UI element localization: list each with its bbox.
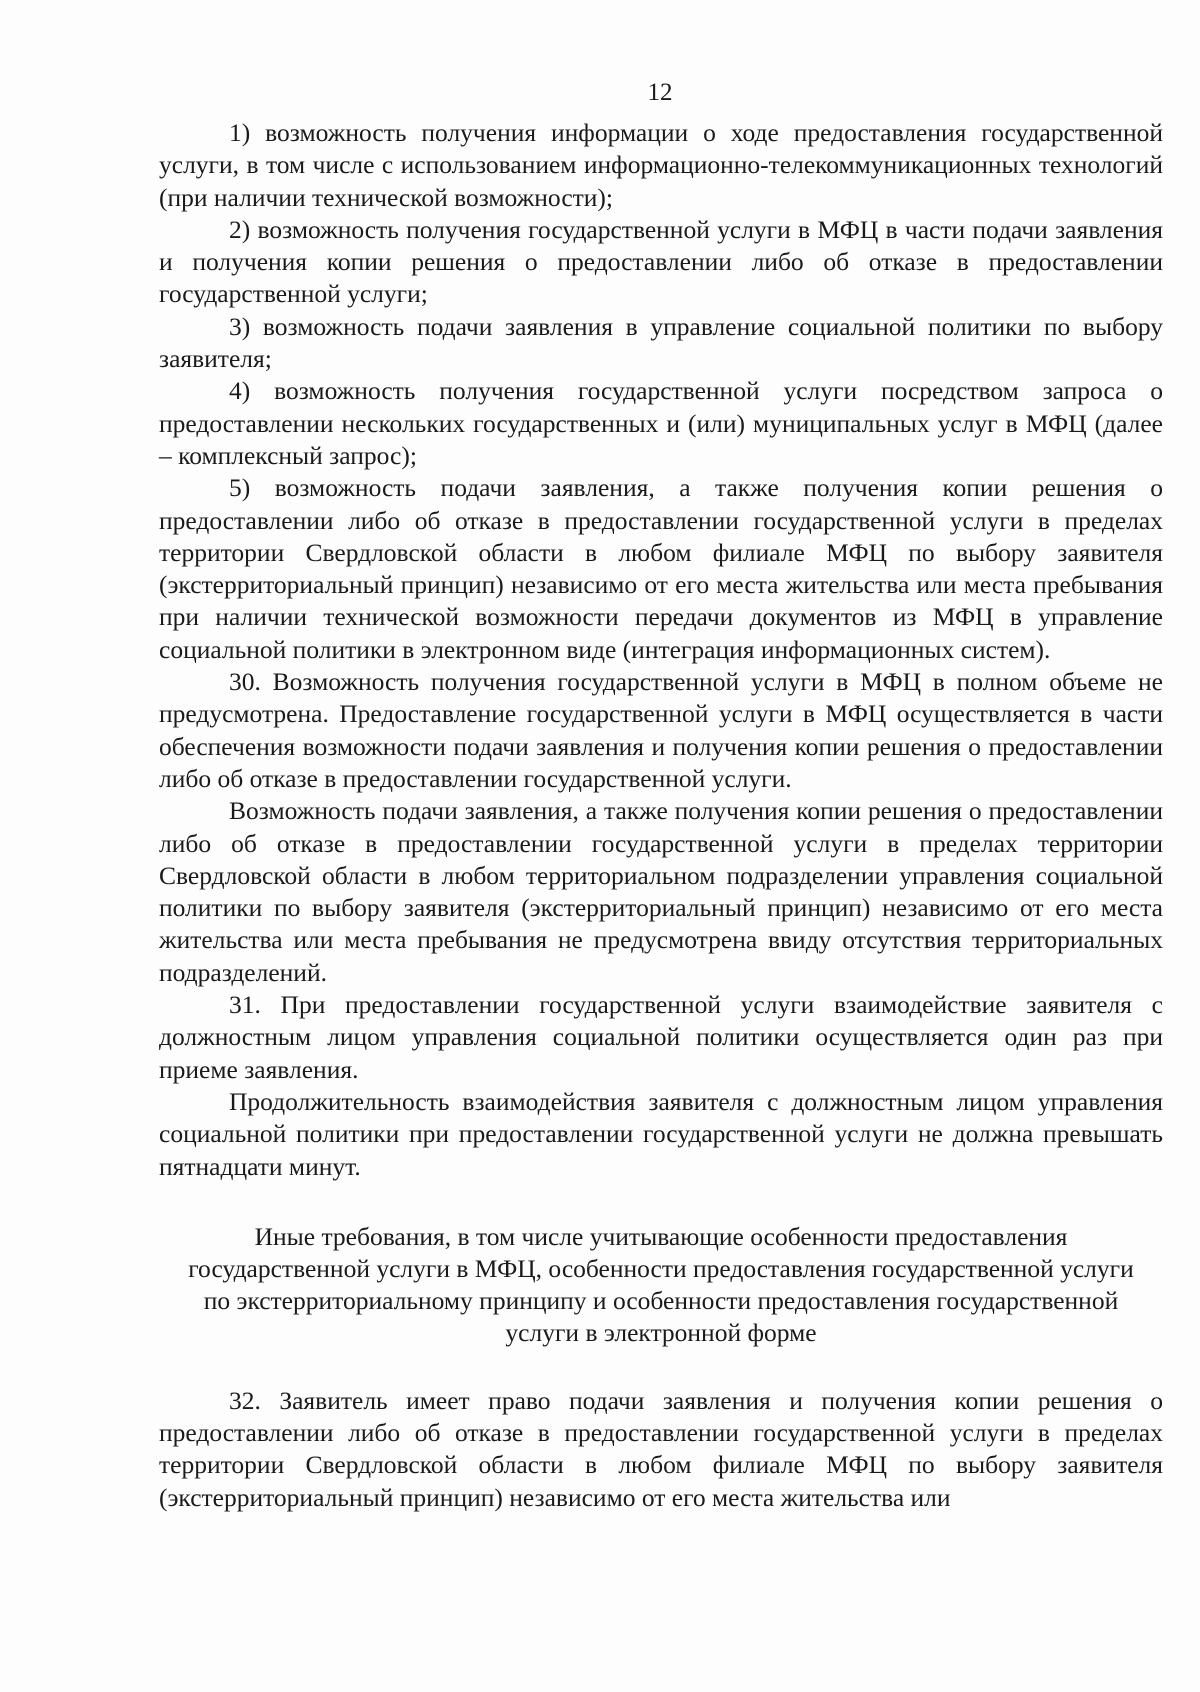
clause-30: 30. Возможность получения государственной услуги в МФЦ в полном объеме не предусмотрена. Предоставление государственной услуги в МФЦ осуществляется в части обеспечения возможности подачи заявления и получения копии решения о предоставлении либо об отказе в предоставлении государственной услуги. <box>159 667 1163 793</box>
document-body <box>159 117 1163 1514</box>
list-item-4: 4) возможность получения государственной услуги посредством запроса о предоставлении нескольких государственных и (или) муниципальных услуг в МФЦ (далее – комплексный запрос); <box>159 376 1163 470</box>
list-item-3: 3) возможность подачи заявления в управление социальной политики по выбору заявителя; <box>159 311 1163 374</box>
clause-30-continuation: Возможность подачи заявления, а также получения копии решения о предоставлении либо об отказе в предоставлении государственной услуги в пределах территории Свердловской области в любом территориальном подразделении управления социальной политики по выбору заявителя (экстерриториальный принцип) независимо от его места жительства или места пребывания не предусмотрена ввиду отсутствия территориальных подразделений. <box>159 796 1163 987</box>
page-number: 12 <box>647 79 673 106</box>
clause-31-continuation: Продолжительность взаимодействия заявителя с должностным лицом управления социальной политики при предоставлении государственной услуги не должна превышать пятнадцати минут. <box>159 1086 1163 1181</box>
list-item-2: 2) возможность получения государственной услуги в МФЦ в части подачи заявления и получения копии решения о предоставлении либо об отказе в предоставлении государственной услуги; <box>159 214 1163 309</box>
list-item-5: 5) возможность подачи заявления, а также получения копии решения о предоставлении либо об отказе в предоставлении государственной услуги в пределах территории Свердловской области в любом филиале МФЦ по выбору заявителя (экстерриториальный принцип) независимо от его места жительства или места пребывания при наличии технической возможности передачи документов из МФЦ в управление социальной политики в электронном виде (интеграция информационных систем). <box>159 473 1163 664</box>
clause-31: 31. При предоставлении государственной услуги взаимодействие заявителя с должностным лицом управления социальной политики осуществляется один раз при приеме заявления. <box>159 990 1163 1084</box>
list-item-1: 1) возможность получения информации о ходе предоставления государственной услуги, в том числе с использованием информационно-телекоммуникационных технологий (при наличии технической возможности); <box>159 118 1163 212</box>
clause-32: 32. Заявитель имеет право подачи заявления и получения копии решения о предоставлении либо об отказе в предоставлении государственной услуги в пределах территории Свердловской области в любом филиале МФЦ по выбору заявителя (экстерриториальный принцип) независимо от его места жительства или <box>159 1385 1163 1512</box>
section-heading: Иные требования, в том числе учитывающие особенности предоставления государственной услуги в МФЦ, особенности предоставления государственной услуги по экстерриториальному принципу и особенности предоставления государственной услуги в электронной форме <box>188 1221 1134 1347</box>
